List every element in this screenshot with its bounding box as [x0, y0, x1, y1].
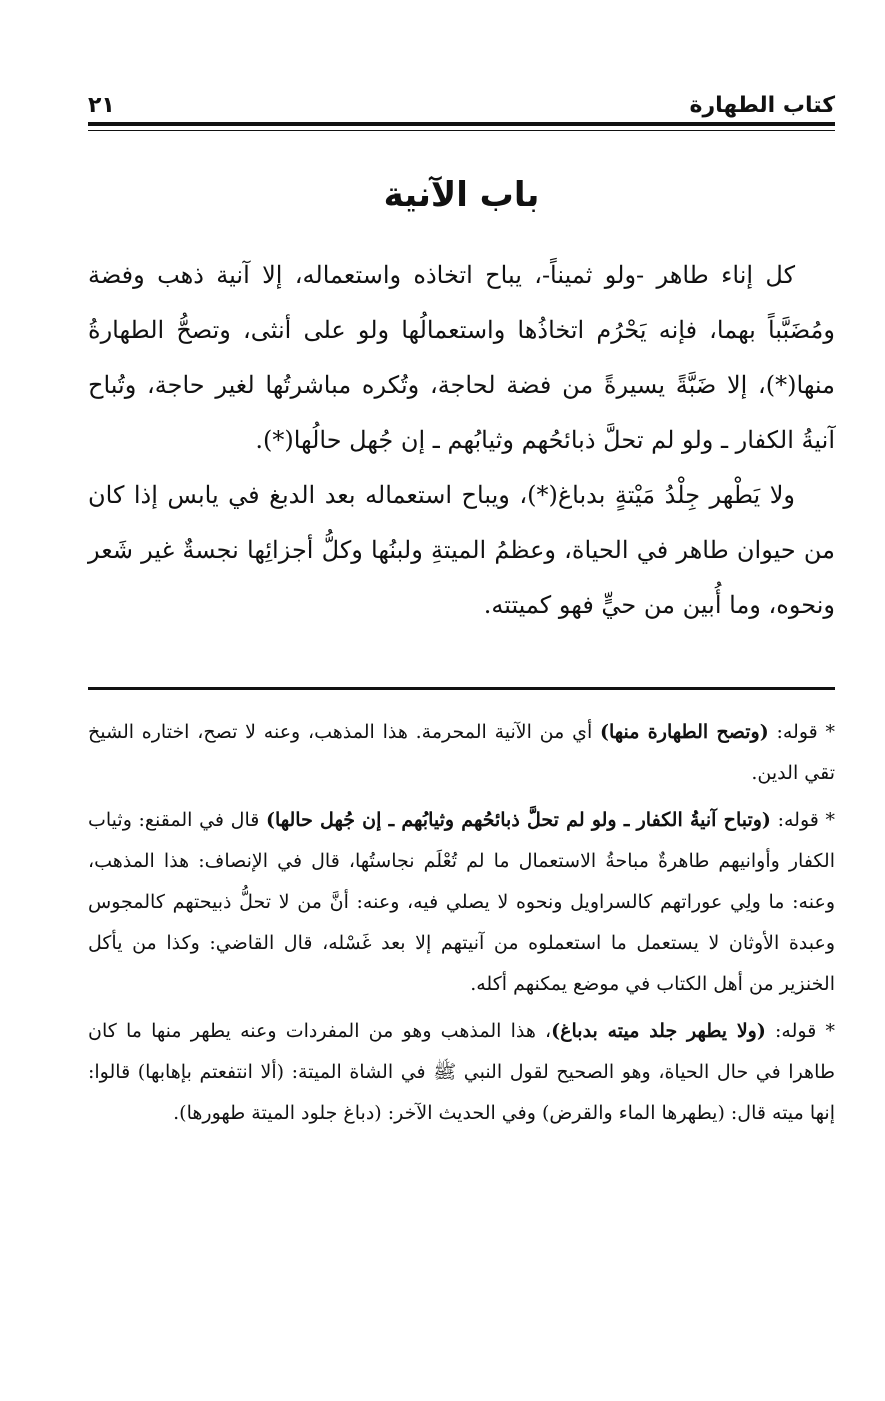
main-paragraph: ولا يَطْهر جِلْدُ مَيْتةٍ بدباغ(*)، ويباح استعماله بعد الدبغ في يابس إذا كان من حيوان طاهر في الحياة، وعظمُ الميتةِ ولبنُها وكلُّ أجزائِها نجسةٌ غير شَعر ونحوه، وما أُبين من حيٍّ فهو كميتته.	[88, 481, 835, 619]
footnotes	[88, 712, 835, 1140]
header-rule-thick	[88, 122, 835, 126]
footnote-separator	[88, 687, 835, 690]
footnote-lead: * قوله:	[768, 721, 836, 743]
footnote	[88, 1011, 835, 1134]
main-text	[88, 248, 835, 633]
footnote-text: أي من الآنية المحرمة. هذا المذهب، وعنه لا تصح، اختاره الشيخ تقي الدين.	[88, 721, 835, 784]
footnote-quote: (وتصح الطهارة منها)	[600, 721, 769, 743]
footnote-lead: * قوله:	[770, 809, 836, 831]
footnote	[88, 712, 835, 794]
page-number: ٢١	[88, 93, 115, 118]
chapter-title: باب الآنية	[383, 175, 540, 215]
running-title: كتاب الطهارة	[689, 93, 835, 118]
main-paragraph: كل إناء طاهر -ولو ثميناً-، يباح اتخاذه واستعماله، إلا آنية ذهب وفضة ومُضَبَّباً بهما، فإنه يَحْرُم اتخاذُها واستعمالُها ولو على أنثى، وتصحُّ الطهارةُ منها(*)، إلا ضَبَّةً يسيرةً من فضة لحاجة، وتُكره مباشرتُها لغير حاجة، وتُباح آنيةُ الكفار ـ ولو لم تحلَّ ذبائحُهم وثيابُهم ـ إن جُهل حالُها(*).	[88, 261, 836, 454]
header-rule-thin	[88, 130, 835, 131]
footnote	[88, 800, 835, 1005]
page-header	[88, 78, 835, 118]
footnote-lead: * قوله:	[765, 1020, 835, 1042]
footnote-text: ، هذا المذهب وهو من المفردات وعنه يطهر منها ما كان طاهرا في حال الحياة، وهو الصحيح لقول النبي ﷺ في الشاة الميتة: (ألا انتفعتم بإهابها) قالوا: إنها ميته قال: (يطهرها الماء والقرض) وفي الحديث الآخر: (دباغ جلود الميتة طهورها).	[88, 1020, 835, 1124]
footnote-quote: (وتباح آنيةُ الكفار ـ ولو لم تحلَّ ذبائحُهم وثيابُهم ـ إن جُهل حالها)	[265, 809, 771, 831]
footnote-quote: (ولا يطهر جلد ميته بدباغ)	[551, 1020, 766, 1042]
footnote-text: قال في المقنع: وثياب الكفار وأوانيهم طاهرةٌ مباحةُ الاستعمال ما لم تُعْلَم نجاستُها، قال في الإنصاف: هذا المذهب، وعنه: ما ولِي عوراتهم كالسراويل ونحوه لا يصلي فيه، وعنه: أنَّ من لا تحلُّ ذبيحتهم كالمجوس وعبدة الأوثان لا يستعمل ما استعملوه من آنيتهم إلا بعد غَسْله، قال القاضي: وكذا من يأكل الخنزير من أهل الكتاب في موضع يمكنهم أكله.	[88, 809, 835, 995]
